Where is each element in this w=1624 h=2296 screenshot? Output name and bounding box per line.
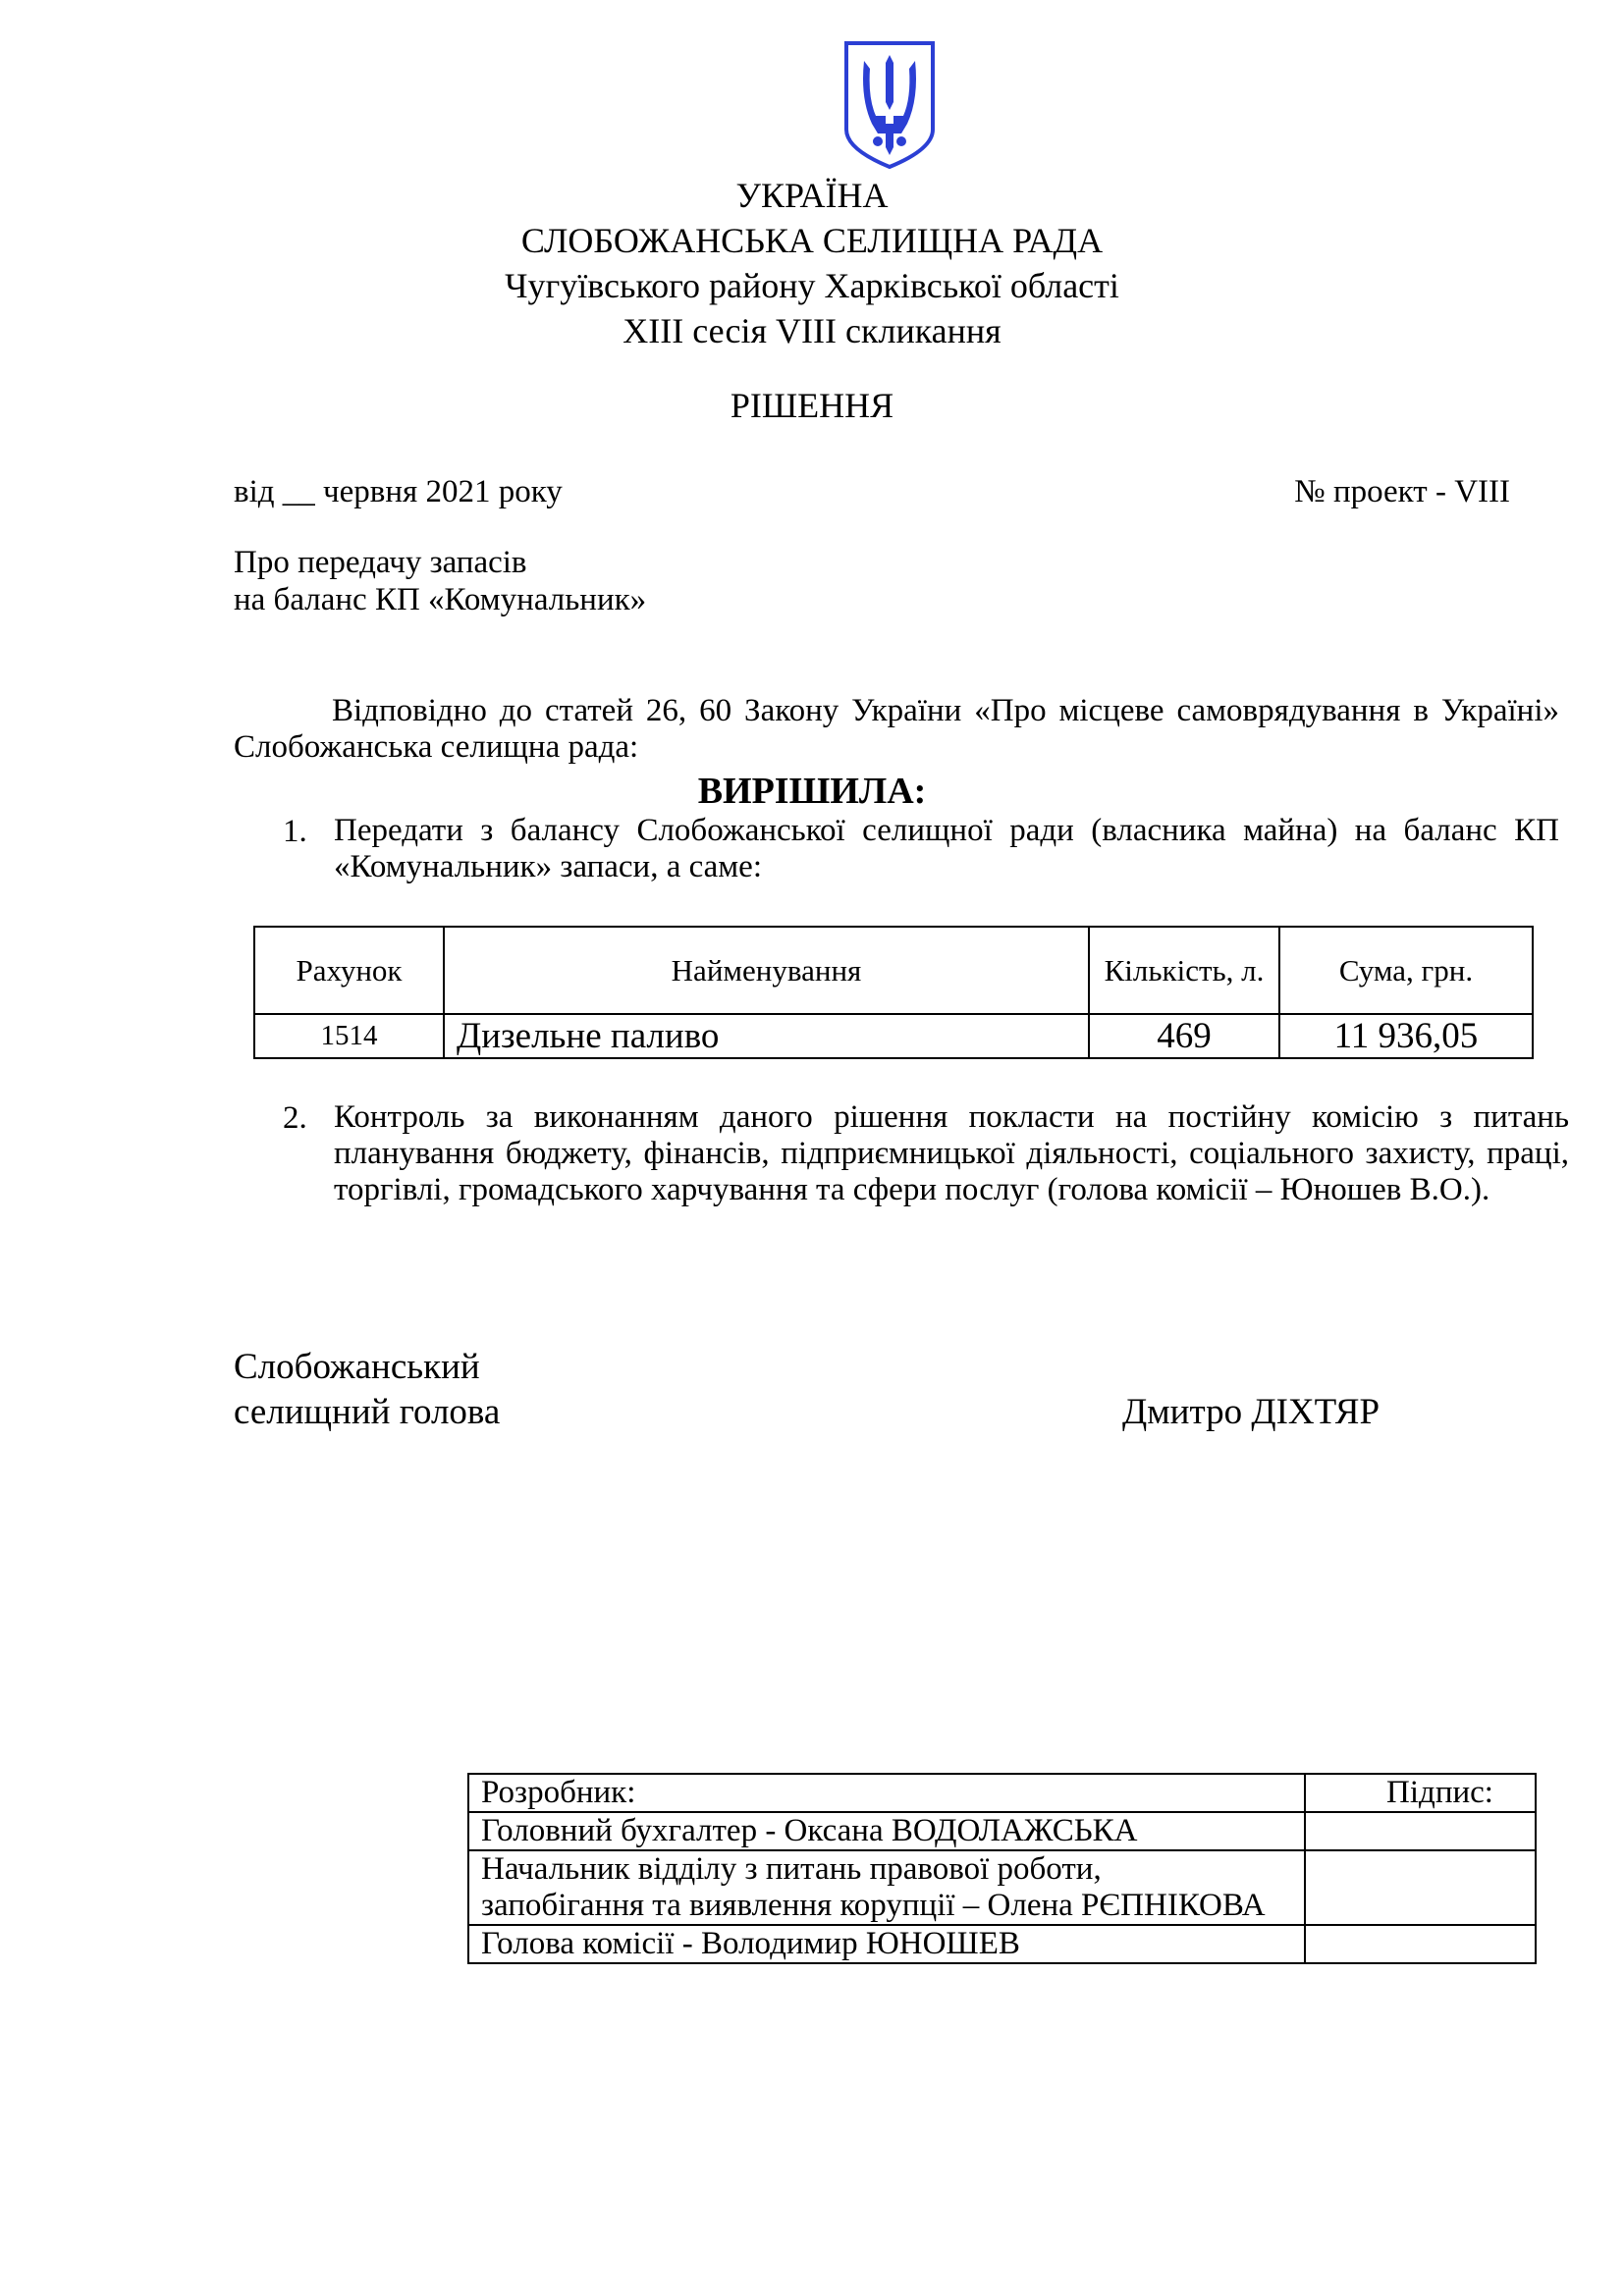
header-name: Найменування: [444, 927, 1089, 1014]
approval-row-2: [468, 1850, 1305, 1925]
cell-quantity: 469: [1089, 1014, 1279, 1058]
signature-title-2: селищний голова: [234, 1392, 501, 1432]
table-row: [468, 1925, 1536, 1963]
cell-name: Дизельне паливо: [444, 1014, 1089, 1058]
item-2-number: 2.: [283, 1100, 307, 1136]
council-title: СЛОБОЖАНСЬКА СЕЛИЩНА РАДА: [520, 221, 1104, 260]
signature-name: Дмитро ДІХТЯР: [1122, 1392, 1380, 1432]
approval-table: [467, 1773, 1537, 1964]
signature-cell: [1305, 1850, 1536, 1925]
district-title: Чугуївського району Харківської області: [505, 266, 1119, 305]
approval-row-2-line-2: запобігання та виявлення корупції – Олена РЄПНІКОВА: [481, 1888, 1266, 1923]
coat-of-arms-icon: [842, 39, 937, 171]
table-row: [468, 1850, 1536, 1925]
approval-row-2-line-1: Начальник відділу з питань правової роботи,: [481, 1851, 1102, 1887]
stock-table: [253, 926, 1534, 1059]
signature-cell: [1305, 1812, 1536, 1850]
decided-heading: ВИРІШИЛА:: [697, 771, 927, 812]
table-row: [254, 1014, 1533, 1058]
preamble: Відповідно до статей 26, 60 Закону України «Про місцеве самоврядування в Україні» Слобожанська селищна рада:: [234, 693, 1559, 765]
decision-number: № проект - VIII: [1294, 474, 1510, 509]
approval-header-developer: Розробник:: [468, 1774, 1305, 1812]
approval-row-3: Голова комісії - Володимир ЮНОШЕВ: [468, 1925, 1305, 1963]
header-sum: Сума, грн.: [1279, 927, 1533, 1014]
subject-line-1: Про передачу запасів: [234, 545, 527, 580]
approval-row-1: Головний бухгалтер - Оксана ВОДОЛАЖСЬКА: [468, 1812, 1305, 1850]
signature-cell: [1305, 1925, 1536, 1963]
subject-line-2: на баланс КП «Комунальник»: [234, 582, 647, 617]
decision-date: від __ червня 2021 року: [234, 474, 563, 509]
country-title: УКРАЇНА: [735, 176, 889, 215]
session-title: XIII сесія VIII скликання: [623, 311, 1001, 350]
item-2-text: Контроль за виконанням даного рішення покласти на постійну комісію з питань планування бюджету, фінансів, підприємницької діяльності, соціального захисту, праці, торгівлі, громадського харчування та сфери послуг (голова комісії – Юношев В.О.).: [334, 1099, 1569, 1207]
cell-account: 1514: [254, 1014, 444, 1058]
item-1-number: 1.: [283, 814, 307, 849]
approval-header-signature: Підпис:: [1305, 1774, 1536, 1812]
document-type: РІШЕННЯ: [730, 386, 894, 425]
item-1-text: Передати з балансу Слобожанської селищної ради (власника майна) на баланс КП «Комунальник» запаси, а саме:: [334, 813, 1559, 884]
approval-header-row: [468, 1774, 1536, 1812]
stock-table-header: [254, 927, 1533, 1014]
header-quantity: Кількість, л.: [1089, 927, 1279, 1014]
signature-title-1: Слобожанський: [234, 1347, 480, 1387]
header-account: Рахунок: [254, 927, 444, 1014]
cell-sum: 11 936,05: [1279, 1014, 1533, 1058]
table-row: [468, 1812, 1536, 1850]
